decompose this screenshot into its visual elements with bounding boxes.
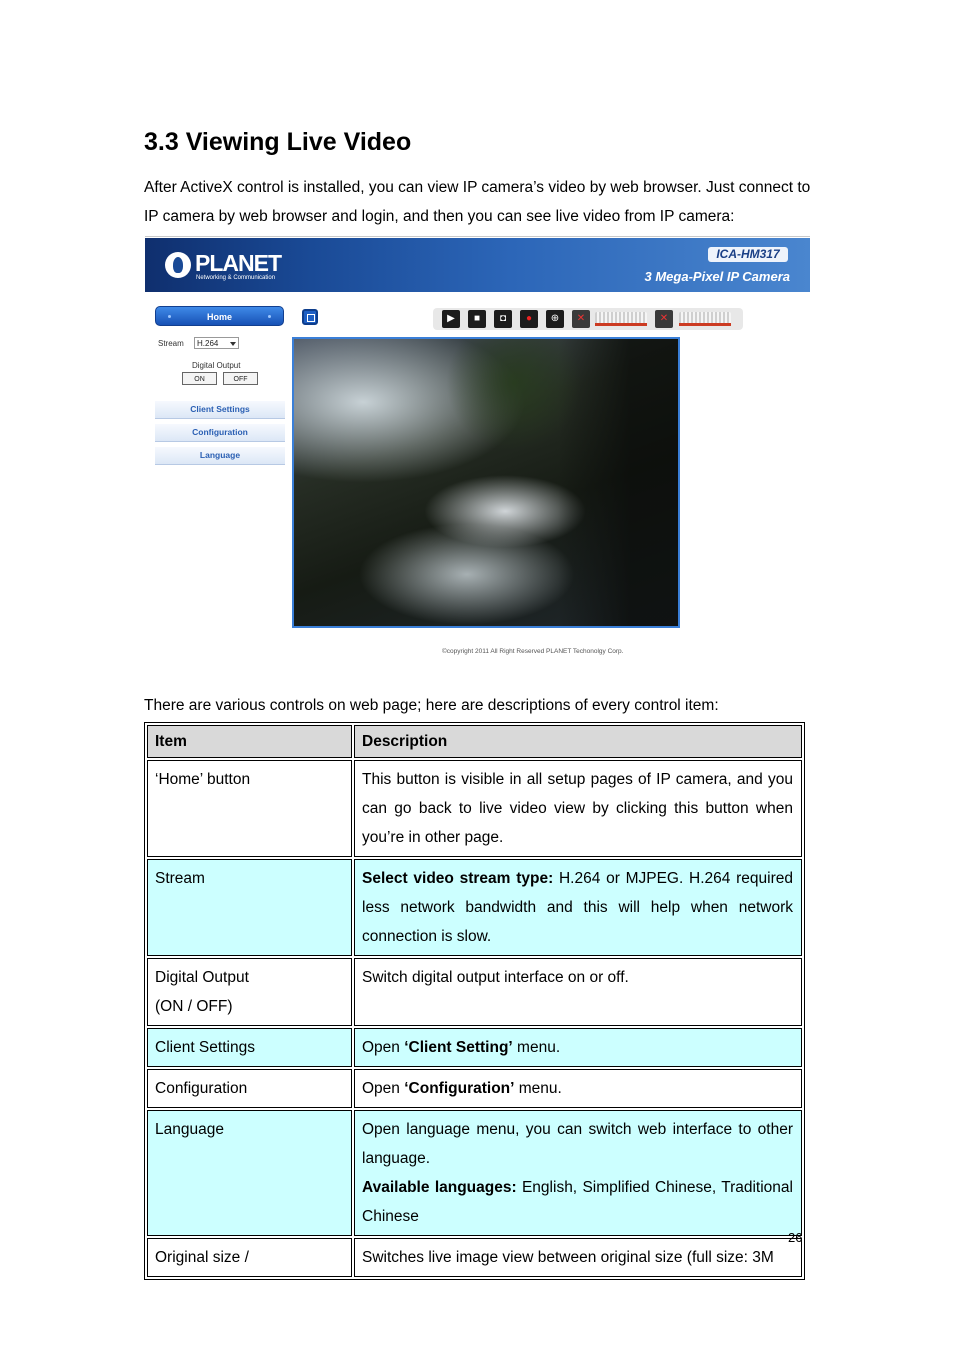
table-row <box>147 1028 802 1067</box>
description-text: H.264 or MJPEG. H.264 required less network bandwidth and this will help when network connection is slow. <box>362 870 793 945</box>
stream-select-value: H.264 <box>197 339 219 348</box>
fullscreen-icon[interactable] <box>302 309 318 325</box>
available-languages <box>362 1173 793 1231</box>
logo-subtext: Networking & Communication <box>196 275 276 281</box>
item-cell: Configuration <box>147 1069 352 1108</box>
digital-output-off-button[interactable]: OFF <box>223 372 258 385</box>
camera-web-ui-screenshot <box>145 236 810 669</box>
item-text-secondary: (ON / OFF) <box>155 998 233 1015</box>
digital-output-label: Digital Output <box>192 361 241 370</box>
item-cell: ‘Home’ button <box>147 760 352 857</box>
zoom-icon[interactable]: ⊕ <box>546 310 564 328</box>
table-row <box>147 1238 802 1277</box>
column-header-description: Description <box>354 725 802 758</box>
model-description: 3 Mega-Pixel IP Camera <box>644 269 790 284</box>
page-title: 3.3 Viewing Live Video <box>144 128 412 156</box>
video-toolbar <box>433 308 743 330</box>
digital-output-on-button[interactable]: ON <box>182 372 217 385</box>
sidebar-item-configuration[interactable]: Configuration <box>155 424 285 442</box>
microphone-mute-icon[interactable]: ✕ <box>655 310 673 328</box>
logo-text: PLANET <box>195 250 281 276</box>
home-button[interactable]: Home <box>155 306 284 326</box>
languages-list: English, Simplified Chinese, Traditional Chinese <box>362 1179 793 1225</box>
description-text: Open <box>362 1039 405 1056</box>
header-banner <box>145 238 810 292</box>
planet-logo-icon <box>165 252 191 278</box>
stream-select[interactable] <box>194 337 239 349</box>
item-cell: Stream <box>147 859 352 956</box>
stream-label: Stream <box>158 339 184 348</box>
play-icon[interactable]: ▶ <box>442 310 460 328</box>
description-text: Open language menu, you can switch web interface to other language. <box>362 1121 793 1167</box>
description-cell: Switch digital output interface on or off. <box>354 958 802 1026</box>
description-text: Open <box>362 1080 405 1097</box>
description-cell <box>354 859 802 956</box>
description-bold: ‘Configuration’ <box>404 1080 515 1097</box>
record-icon[interactable]: ● <box>520 310 538 328</box>
speaker-mute-icon[interactable]: ✕ <box>572 310 590 328</box>
item-cell: Original size / <box>147 1238 352 1277</box>
live-video-view <box>292 337 680 628</box>
stop-icon[interactable]: ■ <box>468 310 486 328</box>
table-row <box>147 1110 802 1236</box>
model-badge: ICA-HM317 <box>708 247 788 262</box>
control-items-table <box>144 722 805 1280</box>
planet-logo <box>165 248 285 284</box>
item-cell: Language <box>147 1110 352 1236</box>
description-bold: Available languages: <box>362 1179 517 1196</box>
description-text-end: menu. <box>514 1080 562 1097</box>
table-intro: There are various controls on web page; here are descriptions of every control item: <box>144 697 719 714</box>
column-header-item: Item <box>147 725 352 758</box>
microphone-volume-slider[interactable] <box>679 312 731 326</box>
item-text: Digital Output <box>155 969 249 986</box>
description-cell <box>354 1069 802 1108</box>
item-cell: Client Settings <box>147 1028 352 1067</box>
table-row <box>147 1069 802 1108</box>
description-cell <box>354 1028 802 1067</box>
description-bold: ‘Client Setting’ <box>404 1039 513 1056</box>
table-row <box>147 859 802 956</box>
chevron-down-icon <box>230 342 236 346</box>
description-cell <box>354 1110 802 1236</box>
page-number: 26 <box>788 1230 803 1245</box>
snapshot-icon[interactable]: ◘ <box>494 310 512 328</box>
sidebar-item-language[interactable]: Language <box>155 447 285 465</box>
description-bold: Select video stream type: <box>362 870 554 887</box>
description-text-end: menu. <box>512 1039 561 1056</box>
copyright-text: ©copyright 2011 All Right Reserved PLANET Techonolgy Corp. <box>442 648 624 655</box>
description-cell: Switches live image view between original size (full size: 3M <box>354 1238 802 1277</box>
description-cell: This button is visible in all setup pages of IP camera, and you can go back to live video view by clicking this button when you’re in other page. <box>354 760 802 857</box>
table-header-row <box>147 725 802 758</box>
intro-paragraph: After ActiveX control is installed, you can view IP camera’s video by web browser. Just connect to IP camera by web browser and login, and then you can see live video from IP camera: <box>144 179 811 225</box>
item-cell <box>147 958 352 1026</box>
table-row <box>147 760 802 857</box>
speaker-volume-slider[interactable] <box>595 312 647 326</box>
sidebar-item-client-settings[interactable]: Client Settings <box>155 401 285 419</box>
table-row <box>147 958 802 1026</box>
